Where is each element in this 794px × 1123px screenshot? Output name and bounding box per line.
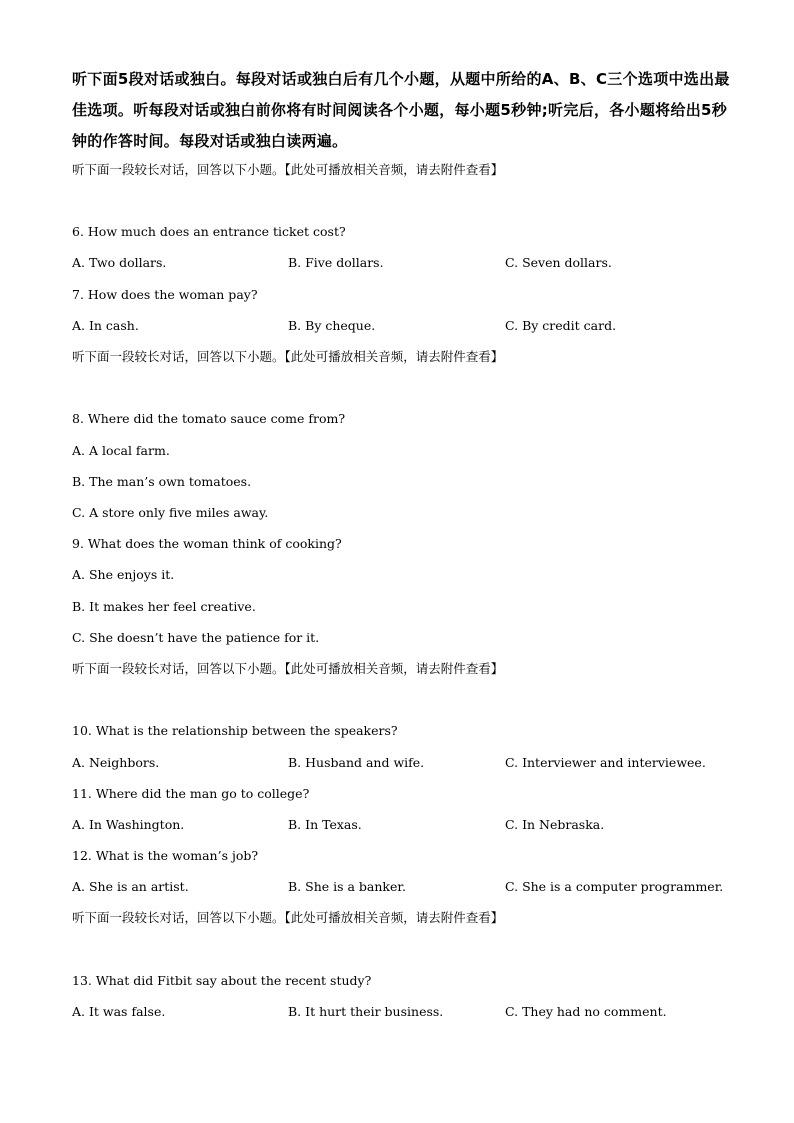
option-10c: C. Interviewer and interviewee. (505, 755, 706, 770)
options-13 (72, 1004, 732, 1020)
question-11: 11. Where did the man go to college? (72, 786, 310, 801)
option-9b: B. It makes her feel creative. (72, 599, 256, 614)
option-8a: A. A local farm. (72, 443, 170, 458)
option-11b: B. In Texas. (288, 817, 362, 832)
options-12 (72, 879, 732, 895)
option-7b: B. By cheque. (288, 318, 376, 333)
option-11c: C. In Nebraska. (505, 817, 605, 832)
option-6a: A. Two dollars. (72, 255, 167, 270)
options-6 (72, 255, 732, 271)
option-11a: A. In Washington. (72, 817, 185, 832)
section-label: 听下面一段较长对话，回答以下小题。【此处可播放相关音频，请去附件查看】 (72, 162, 504, 177)
instructions-paragraph: 听下面5段对话或独白。每段对话或独白后有几个小题，从题中所给的A、B、C三个选项中选出最佳选项。听每段对话或独白前你将有时间阅读各个小题，每小题5秒钟;听完后，各小题将给出5秒钟的作答时间。每段对话或独白读两遍。 (72, 70, 730, 150)
question-9: 9. What does the woman think of cooking? (72, 536, 342, 551)
question-6: 6. How much does an entrance ticket cost? (72, 224, 346, 239)
option-12a: A. She is an artist. (72, 879, 189, 894)
option-6b: B. Five dollars. (288, 255, 384, 270)
option-7c: C. By credit card. (505, 318, 617, 333)
option-9c: C. She doesn’t have the patience for it. (72, 630, 320, 645)
section-label: 听下面一段较长对话，回答以下小题。【此处可播放相关音频，请去附件查看】 (72, 910, 504, 925)
section-label: 听下面一段较长对话，回答以下小题。【此处可播放相关音频，请去附件查看】 (72, 661, 504, 676)
option-9a: A. She enjoys it. (72, 567, 175, 582)
option-8b: B. The man’s own tomatoes. (72, 474, 252, 489)
question-13: 13. What did Fitbit say about the recent study? (72, 973, 372, 988)
option-7a: A. In cash. (72, 318, 139, 333)
question-12: 12. What is the woman’s job? (72, 848, 259, 863)
question-8: 8. Where did the tomato sauce come from? (72, 411, 346, 426)
question-10: 10. What is the relationship between the speakers? (72, 723, 398, 738)
option-6c: C. Seven dollars. (505, 255, 612, 270)
section-label: 听下面一段较长对话，回答以下小题。【此处可播放相关音频，请去附件查看】 (72, 349, 504, 364)
option-13c: C. They had no comment. (505, 1004, 667, 1019)
option-13a: A. It was false. (72, 1004, 166, 1019)
option-13b: B. It hurt their business. (288, 1004, 444, 1019)
question-7: 7. How does the woman pay? (72, 287, 258, 302)
option-12c: C. She is a computer programmer. (505, 879, 724, 894)
option-12b: B. She is a banker. (288, 879, 406, 894)
options-10 (72, 755, 732, 771)
options-11 (72, 817, 732, 833)
option-10a: A. Neighbors. (72, 755, 160, 770)
option-8c: C. A store only five miles away. (72, 505, 269, 520)
options-7 (72, 318, 732, 334)
option-10b: B. Husband and wife. (288, 755, 425, 770)
